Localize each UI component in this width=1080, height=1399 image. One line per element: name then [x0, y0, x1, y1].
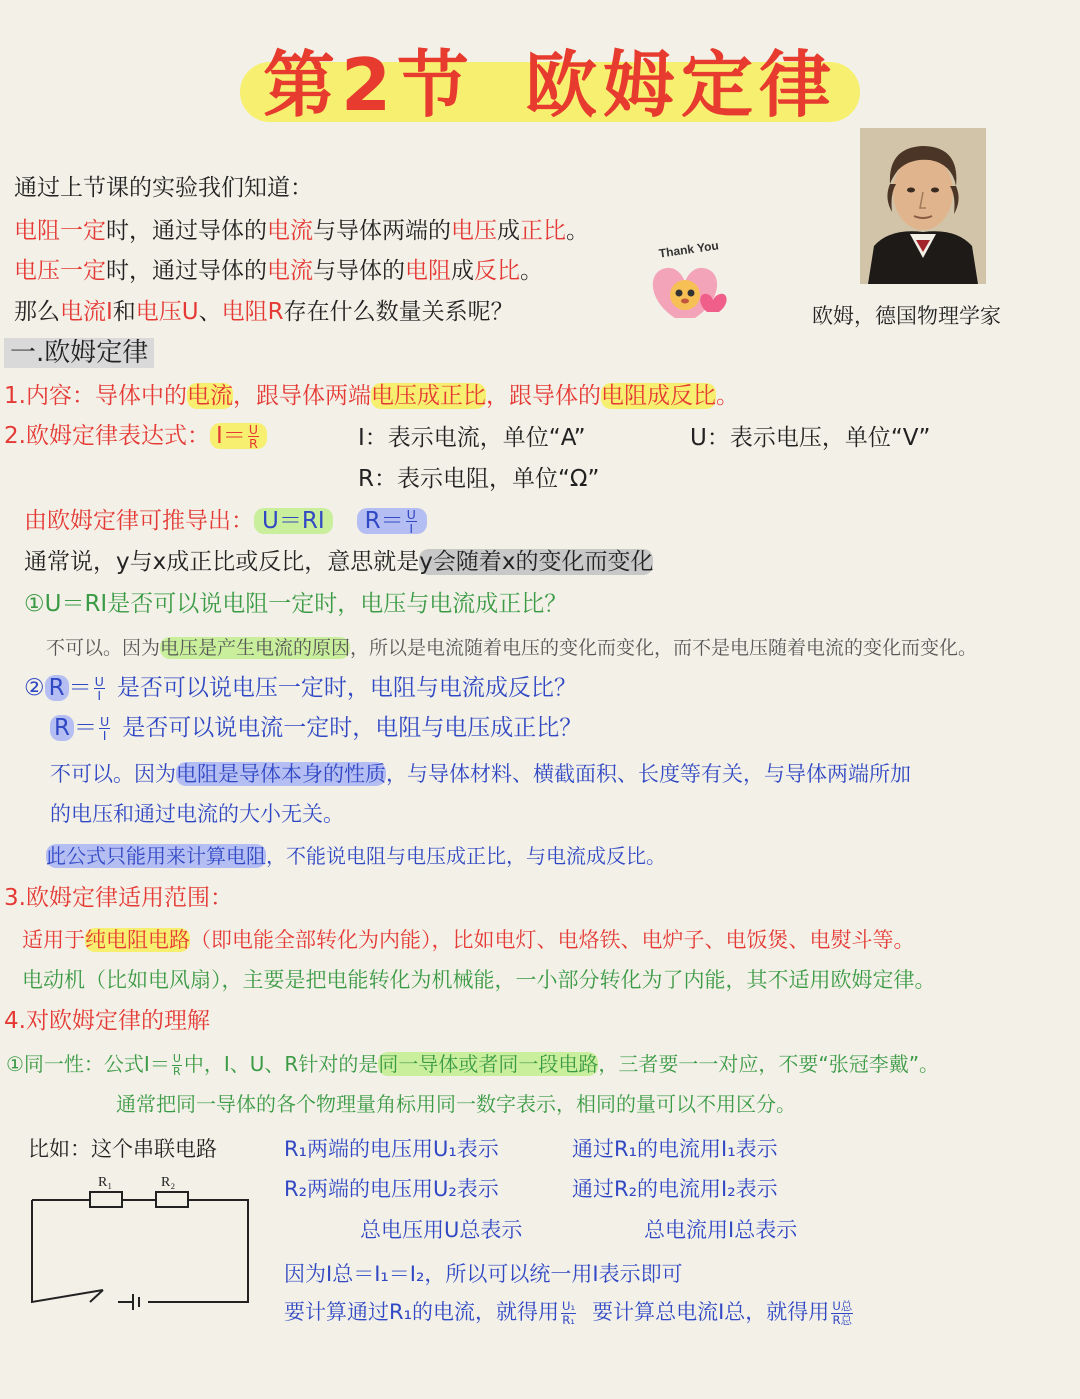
intro-line-1: 通过上节课的实验我们知道： [14, 175, 313, 201]
portrait-caption: 欧姆，德国物理学家 [812, 304, 1001, 328]
item1-content: 1.内容：导体中的电流，跟导体两端电压成正比，跟导体的电阻成反比。 [4, 383, 739, 409]
answer-2-line-1: 不可以。因为电阻是导体本身的性质，与导体材料、横截面积、长度等有关，与导体两端所加 [50, 762, 911, 786]
example-unify-line: 因为I总＝I₁＝I₂，所以可以统一用I表示即可 [284, 1262, 683, 1286]
item4-line-1: ①同一性：公式I＝ $\frac{U}{R}$ 中，I、U、R针对的是同一导体或者同一段电路，三者要一一对应，不要“张冠李戴”。 [6, 1052, 940, 1078]
example-total-voltage: 总电压用U总表示 [360, 1218, 523, 1242]
question-1: ①U＝RI是否可以说电阻一定时，电压与电流成正比？ [24, 591, 568, 617]
example-r1-current: 通过R₁的电流用I₁表示 [572, 1137, 778, 1161]
resistor-r1 [90, 1192, 122, 1207]
item3-line-2: 电动机（比如电风扇），主要是把电能转化为机械能，一小部分转化为了内能，其不适用欧姆定律。 [22, 968, 936, 992]
item2-i-desc: I：表示电流，单位“A” [358, 425, 586, 451]
example-r1-voltage: R₁两端的电压用U₁表示 [284, 1137, 499, 1161]
item2-formula: 2.欧姆定律表达式： I＝ $\frac{U}{R}$ [4, 420, 267, 452]
usual-line: 通常说，y与x成正比或反比，意思就是y会随着x的变化而变化 [24, 549, 654, 575]
page-title: 第2节 欧姆定律 [262, 43, 838, 127]
title-banner [240, 40, 860, 130]
r2-label: R₂ [161, 1175, 176, 1190]
example-r2-voltage: R₂两端的电压用U₂表示 [284, 1177, 499, 1201]
sticker-text: Thank You [658, 240, 720, 261]
example-calc-line: 要计算通过R₁的电流，就得用 $\frac{\text{U₁}}{\text{R₁}}$ 要计算总电流I总，就得用 $\frac{\text{U总}}{\text{R总}}$ [284, 1299, 853, 1327]
example-r2-current: 通过R₂的电流用I₂表示 [572, 1177, 778, 1201]
example-total-current: 总电流用I总表示 [644, 1218, 798, 1242]
derive-line: 由欧姆定律可推导出： U＝RI R＝ $\frac{U}{I}$ [24, 505, 427, 537]
ohm-portrait-image [860, 128, 986, 284]
item4-heading: 4.对欧姆定律的理解 [4, 1008, 210, 1034]
intro-line-4: 那么电流I和电压U、电阻R存在什么数量关系呢？ [14, 299, 514, 325]
resistor-r2 [156, 1192, 188, 1207]
answer-2-line-2: 的电压和通过电流的大小无关。 [50, 802, 344, 826]
question-2a: ② R ＝ $\frac{U}{I}$ 是否可以说电压一定时，电阻与电流成反比？ [24, 673, 577, 703]
thank-you-sticker [645, 240, 737, 325]
intro-line-3: 电压一定时，通过导体的电流与导体的电阻成反比。 [14, 258, 543, 284]
answer-3: 此公式只能用来计算电阻，不能说电阻与电压成正比，与电流成反比。 [46, 844, 666, 868]
question-2b: R ＝ $\frac{U}{I}$ 是否可以说电流一定时，电阻与电压成正比？ [50, 712, 582, 744]
item4-line-2: 通常把同一导体的各个物理量角标用同一数字表示，相同的量可以不用区分。 [116, 1092, 796, 1116]
section-heading-ohms-law: 一.欧姆定律 [4, 336, 154, 370]
item2-r-desc: R：表示电阻，单位“Ω” [358, 466, 600, 492]
answer-1: 不可以。因为电压是产生电流的原因，所以是电流随着电压的变化而变化，而不是电压随着电流的变化而变化。 [46, 637, 978, 659]
intro-line-2: 电阻一定时，通过导体的电流与导体两端的电压成正比。 [14, 218, 589, 244]
item2-u-desc: U：表示电压，单位“V” [690, 425, 931, 451]
item3-heading: 3.欧姆定律适用范围： [4, 885, 233, 911]
series-circuit-diagram [28, 1170, 258, 1310]
example-label: 比如：这个串联电路 [28, 1137, 217, 1161]
item3-line-1: 适用于纯电阻电路（即电能全部转化为内能），比如电灯、电烙铁、电炉子、电饭煲、电熨斗等。 [22, 928, 915, 952]
r1-label: R₁ [98, 1175, 113, 1190]
